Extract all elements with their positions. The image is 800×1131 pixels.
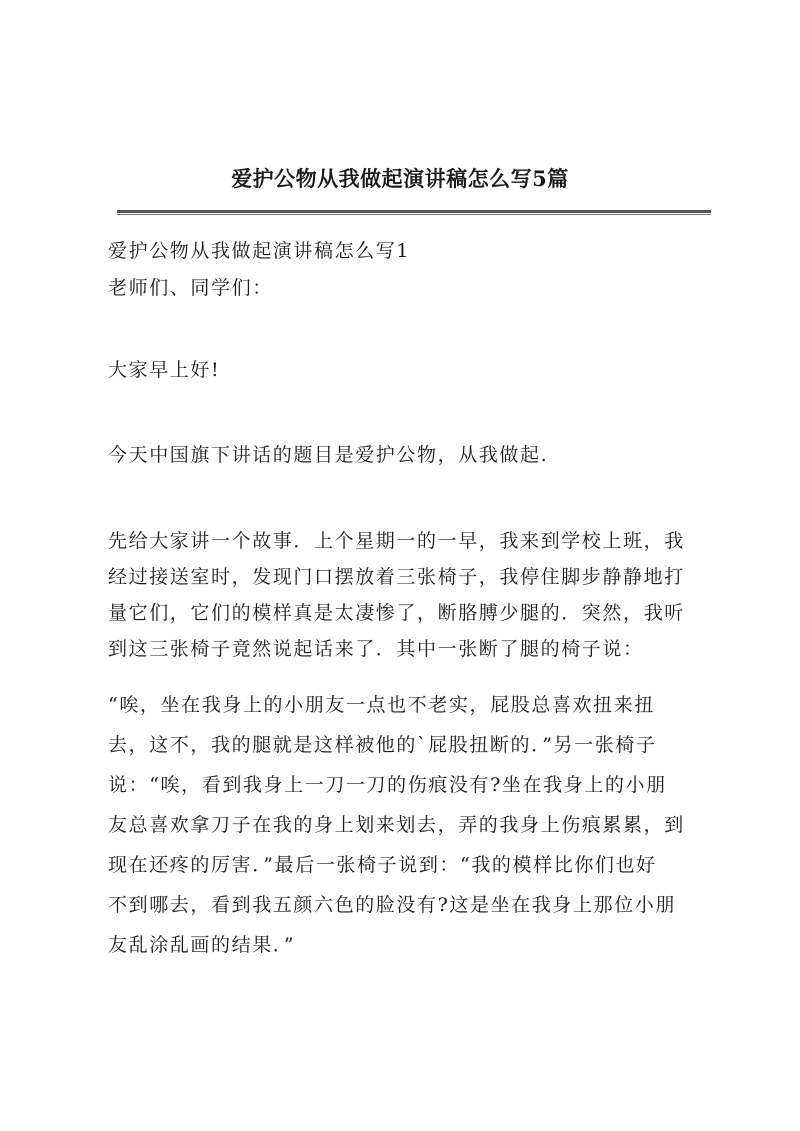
story-line: 量它们，它们的模样真是太凄惨了，断胳膊少腿的．突然，我听 [108,602,685,624]
story-line: 到这三张椅子竟然说起话来了．其中一张断了腿的椅子说： [108,638,644,660]
topic-line: 今天中国旗下讲话的题目是爱护公物，从我做起. [108,444,549,466]
document-title: 爱护公物从我做起演讲稿怎么写5篇 [231,166,569,191]
story-line: 友总喜欢拿刀子在我的身上划来划去，弄的我身上伤痕累累，到 [108,814,685,836]
story-line: 友乱涂乱画的结果．” [108,934,296,956]
story-line: 先给大家讲一个故事．上个星期一的一早，我来到学校上班，我 [108,530,685,552]
greeting: 大家早上好! [108,359,221,381]
story-line: 去，这不，我的腿就是这样被他的`屁股扭断的．”另一张椅子 [108,734,657,756]
salutation: 老师们、同学们： [108,277,273,299]
story-line: 现在还疼的厉害．”最后一张椅子说到：“我的模样比你们也好 [108,854,657,876]
title-divider-thin [117,214,711,215]
story-line: 说：“唉，看到我身上一刀一刀的伤痕没有?坐在我身上的小朋 [108,774,667,796]
story-line: “唉，坐在我身上的小朋友一点也不老实，屁股总喜欢扭来扭 [108,694,655,716]
story-line: 经过接送室时，发现门口摆放着三张椅子，我停住脚步静静地打 [108,566,685,588]
story-line: 不到哪去，看到我五颜六色的脸没有?这是坐在我身上那位小朋 [108,894,676,916]
title-divider [117,210,711,213]
section-heading: 爱护公物从我做起演讲稿怎么写1 [108,240,411,262]
